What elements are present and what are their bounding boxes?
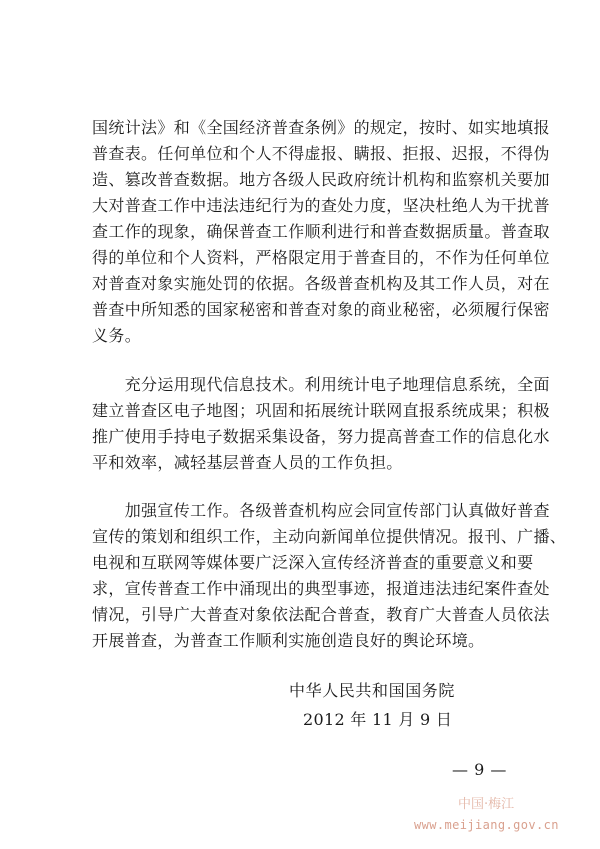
text-line: 造、篡改普查数据。地方各级人民政府统计机构和监察机关要加 xyxy=(92,170,550,189)
watermark-logo-text: 中国·梅江 xyxy=(458,797,515,812)
text-line: 普查中所知悉的国家秘密和普查对象的商业秘密，必须履行保密 xyxy=(92,300,550,319)
watermark-url: www.meijiang.gov.cn xyxy=(414,818,559,832)
signature-date: 2012 年 11 月 9 日 xyxy=(303,710,453,729)
page-number: — 9 — xyxy=(452,760,507,779)
signature-organization: 中华人民共和国国务院 xyxy=(289,681,456,700)
text-line: 宣传的策划和组织工作，主动向新闻单位提供情况。报刊、广播、 xyxy=(92,527,567,546)
text-line: 国统计法》和《全国经济普查条例》的规定，按时、如实地填报 xyxy=(92,118,550,137)
text-line: 推广使用手持电子数据采集设备，努力提高普查工作的信息化水 xyxy=(92,427,550,446)
text-line: 义务。 xyxy=(92,326,142,345)
text-line: 充分运用现代信息技术。利用统计电子地理信息系统，全面 xyxy=(92,375,550,394)
text-line: 得的单位和个人资料，严格限定用于普查目的，不作为任何单位 xyxy=(92,248,550,267)
text-line: 情况，引导广大普查对象依法配合普查，教育广大普查人员依法 xyxy=(92,605,550,624)
text-line: 电视和互联网等媒体要广泛深入宣传经济普查的重要意义和要 xyxy=(92,553,534,572)
paragraph-information-technology xyxy=(92,372,550,476)
text-line: 普查表。任何单位和个人不得虚报、瞒报、拒报、迟报，不得伪 xyxy=(92,144,550,163)
text-line: 大对普查工作中违法违纪行为的查处力度，坚决杜绝人为干扰普 xyxy=(92,196,550,215)
paragraph-statistics-law xyxy=(92,115,550,349)
text-line: 对普查对象实施处罚的依据。各级普查机构及其工作人员，对在 xyxy=(92,274,550,293)
text-line: 平和效率，减轻基层普查人员的工作负担。 xyxy=(92,453,403,472)
text-line: 求，宣传普查工作中涌现出的典型事迹，报道违法违纪案件查处 xyxy=(92,579,550,598)
text-line: 建立普查区电子地图；巩固和拓展统计联网直报系统成果；积极 xyxy=(92,401,550,420)
text-line: 加强宣传工作。各级普查机构应会同宣传部门认真做好普查 xyxy=(92,501,550,520)
text-line: 开展普查，为普查工作顺利实施创造良好的舆论环境。 xyxy=(92,631,485,650)
paragraph-publicity xyxy=(92,498,567,654)
text-line: 查工作的现象，确保普查工作顺利进行和普查数据质量。普查取 xyxy=(92,222,550,241)
